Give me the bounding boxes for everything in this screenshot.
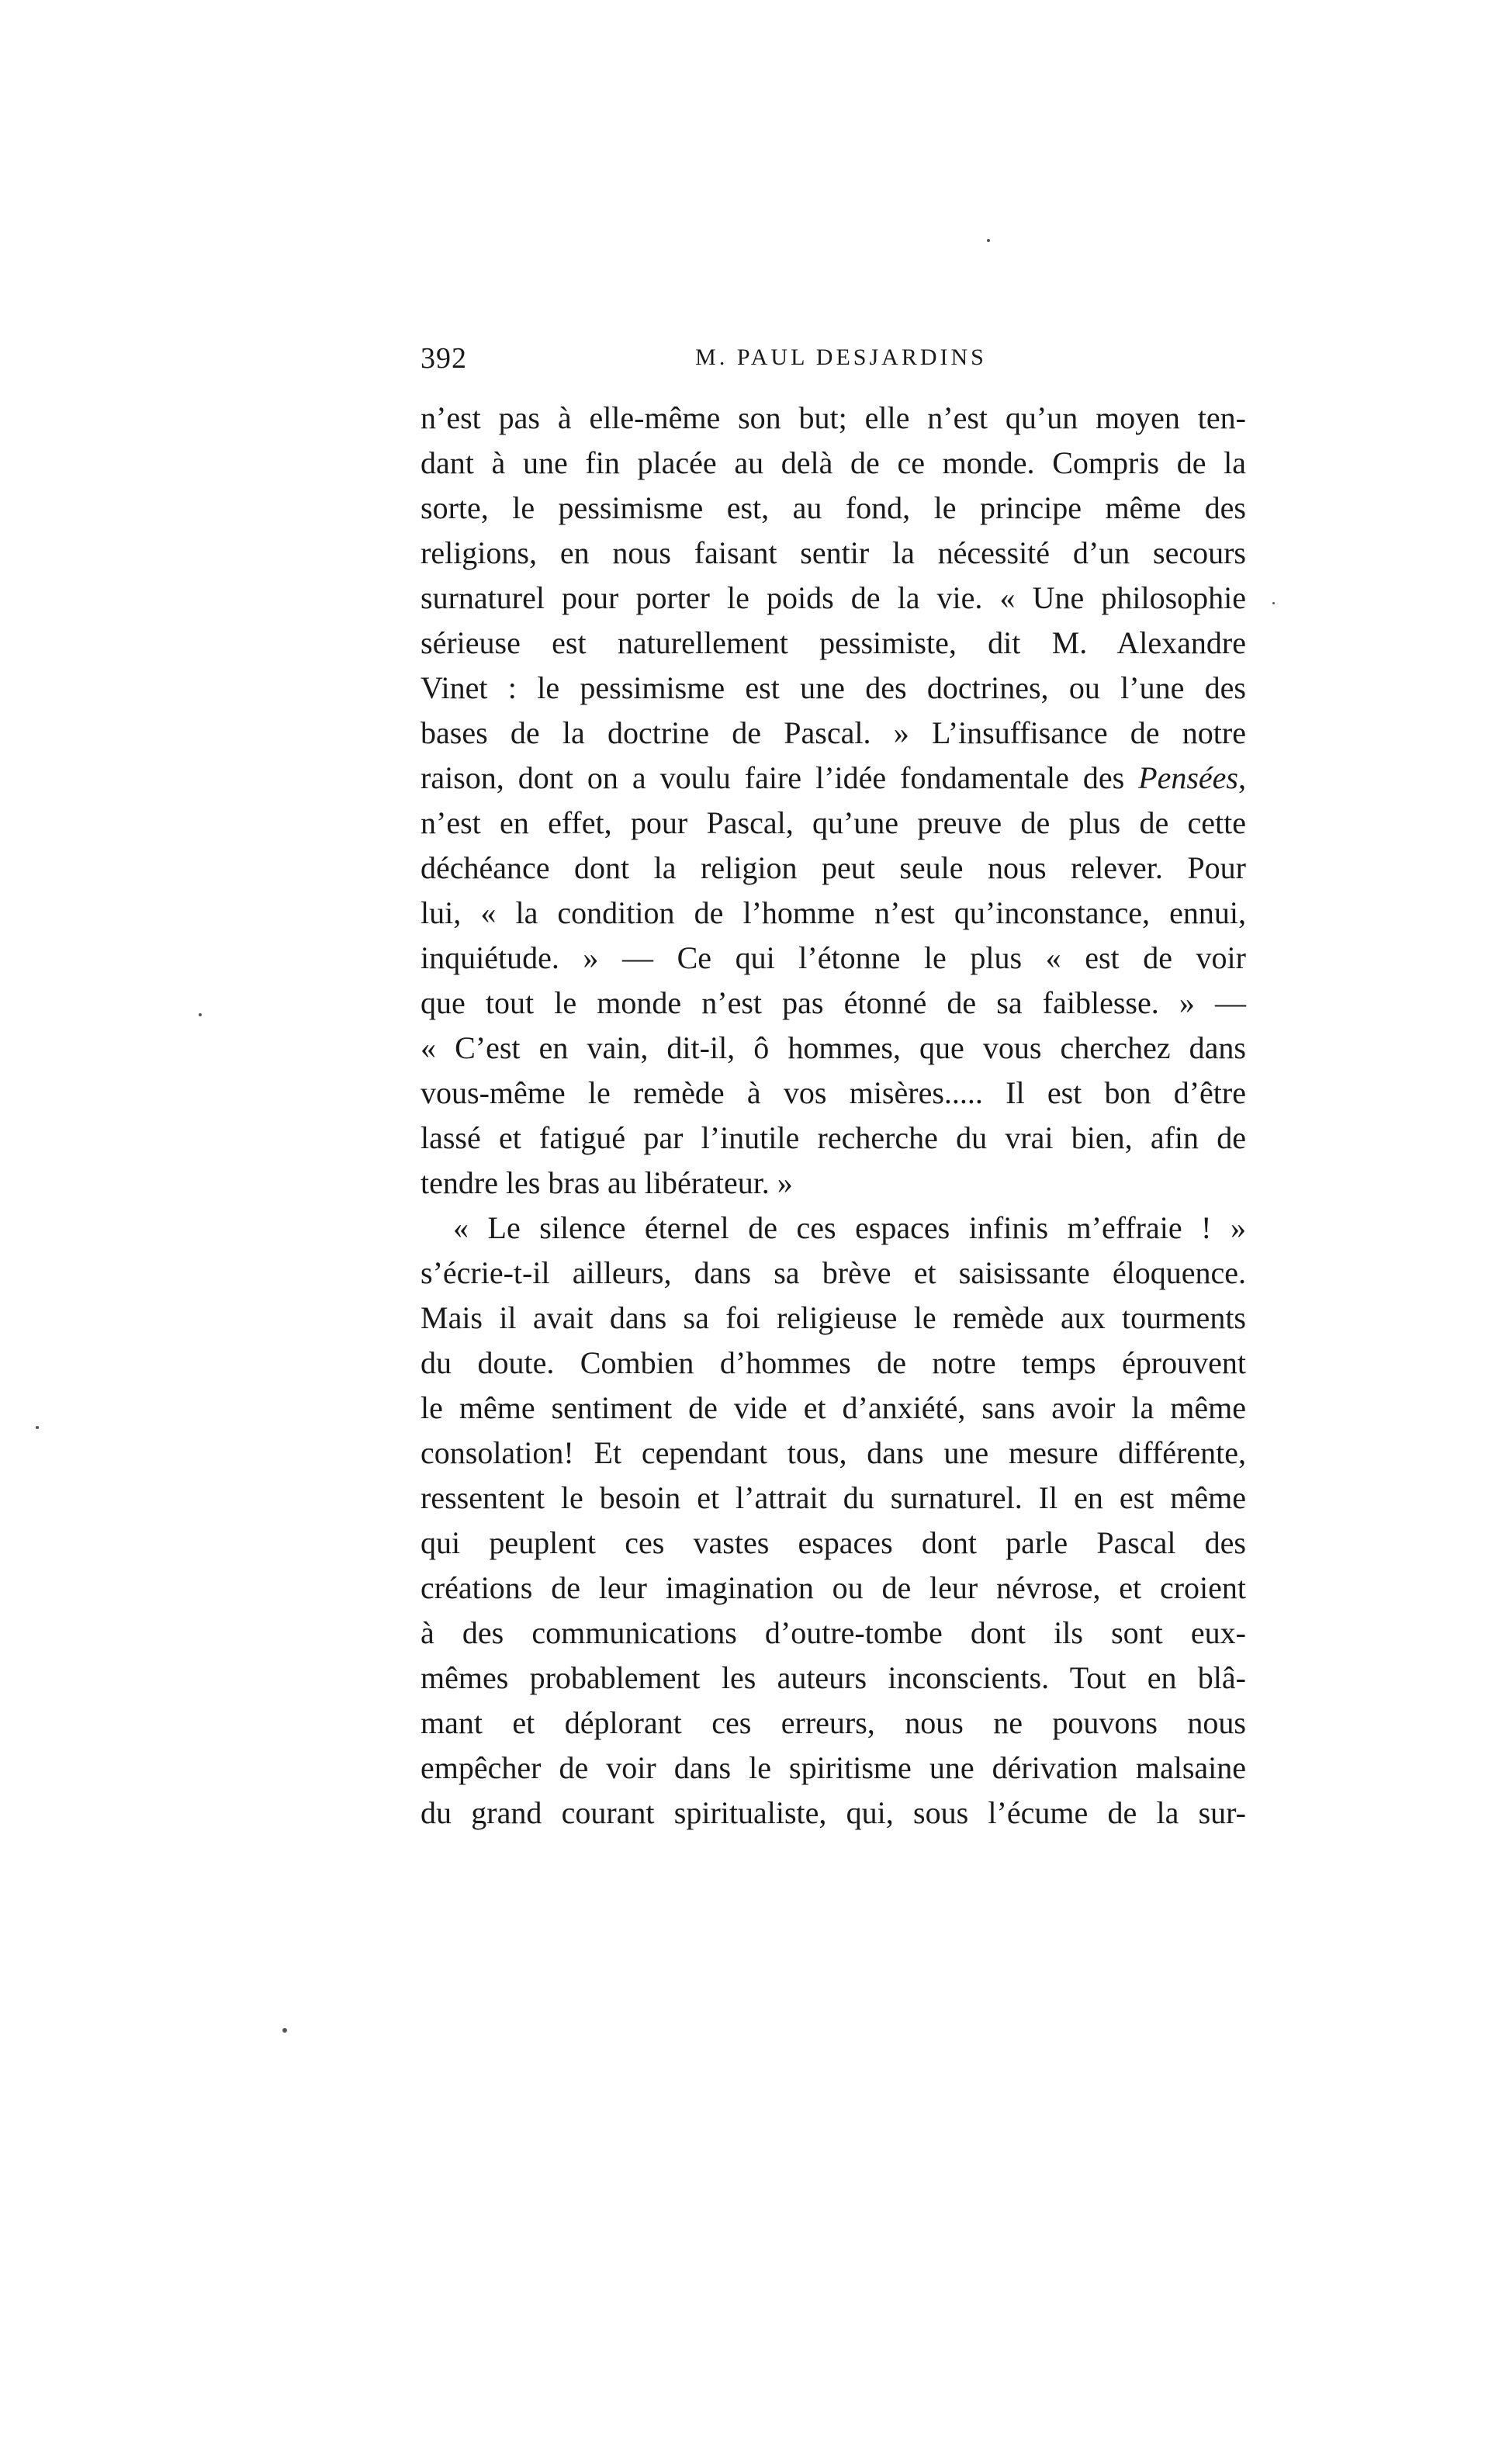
text-line: qui peuplent ces vastes espaces dont parle Pascal des [421,1525,1246,1560]
text-line: sorte, le pessimisme est, au fond, le principe même des [421,490,1246,525]
book-title-italic: Pensées [1138,760,1238,795]
text-line: raison, dont on a voulu faire l’idée fondamentale des Pensées, [421,760,1246,795]
text-line: Mais il avait dans sa foi religieuse le remède aux tourments [421,1300,1246,1335]
scan-speck [282,2028,287,2033]
text-line: mêmes probablement les auteurs inconscients. Tout en blâ- [421,1660,1246,1695]
text-line: dant à une fin placée au delà de ce monde. Compris de la [421,445,1246,480]
text-line: tendre les bras au libérateur. » [421,1165,793,1200]
text-line: le même sentiment de vide et d’anxiété, sans avoir la même [421,1390,1246,1425]
text-line: du grand courant spiritualiste, qui, sous l’écume de la sur- [421,1795,1246,1830]
text-line: du doute. Combien d’hommes de notre temps éprouvent [421,1345,1246,1380]
scan-speck [987,239,990,242]
text-line: déchéance dont la religion peut seule nous relever. Pour [421,850,1246,885]
text-line: bases de la doctrine de Pascal. » L’insuffisance de notre [421,715,1246,750]
text-line: Vinet : le pessimisme est une des doctrines, ou l’une des [421,670,1246,705]
text-line: vous-même le remède à vos misères..... Il est bon d’être [421,1075,1246,1110]
text-line: surnaturel pour porter le poids de la vie. « Une philosophie [421,580,1246,615]
text-line: s’écrie-t-il ailleurs, dans sa brève et saisissante éloquence. [421,1255,1246,1290]
text-line: empêcher de voir dans le spiritisme une dérivation malsaine [421,1750,1246,1785]
text-line: créations de leur imagination ou de leur névrose, et croient [421,1570,1246,1605]
running-head [421,341,1246,388]
text-line: « C’est en vain, dit-il, ô hommes, que vous cherchez dans [421,1030,1246,1065]
text-line: religions, en nous faisant sentir la nécessité d’un secours [421,535,1246,570]
text-line: inquiétude. » — Ce qui l’étonne le plus « est de voir [421,940,1246,975]
text-line: lassé et fatigué par l’inutile recherche du vrai bien, afin de [421,1120,1246,1155]
text-line: consolation! Et cependant tous, dans une mesure différente, [421,1435,1246,1470]
scan-speck [199,1013,202,1016]
text-line: à des communications d’outre-tombe dont ils sont eux- [421,1615,1246,1650]
scan-speck [1272,602,1275,604]
paragraph-first-line: « Le silence éternel de ces espaces infinis m’effraie ! » [453,1210,1246,1245]
text-line: sérieuse est naturellement pessimiste, dit M. Alexandre [421,625,1246,660]
text-line: lui, « la condition de l’homme n’est qu’inconstance, ennui, [421,895,1246,930]
text-line: n’est en effet, pour Pascal, qu’une preuve de plus de cette [421,805,1246,840]
running-title: M. PAUL DESJARDINS [695,344,987,370]
body-text [421,396,1246,1836]
text-line: que tout le monde n’est pas étonné de sa faiblesse. » — [421,985,1246,1020]
text-line: n’est pas à elle-même son but; elle n’est qu’un moyen ten- [421,400,1246,435]
text-line: mant et déplorant ces erreurs, nous ne pouvons nous [421,1705,1246,1740]
text-line: ressentent le besoin et l’attrait du surnaturel. Il en est même [421,1480,1246,1515]
page-number: 392 [421,342,467,375]
scan-speck [36,1426,39,1429]
